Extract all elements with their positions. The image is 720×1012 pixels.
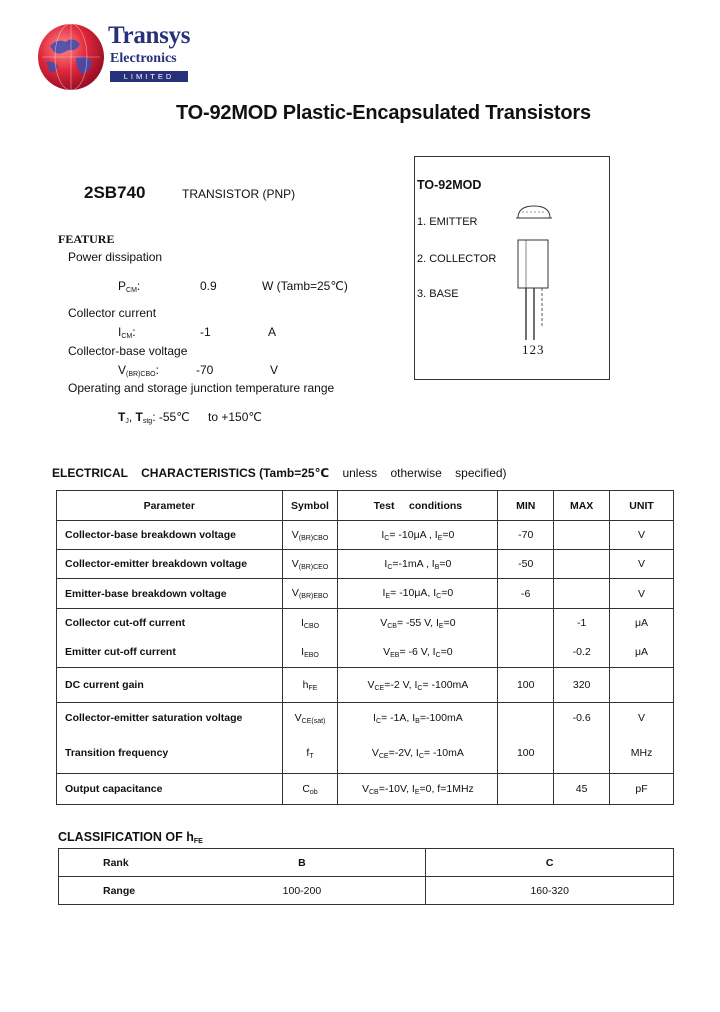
- header-parameter: Parameter: [57, 491, 283, 521]
- pin-base: 3. BASE: [417, 288, 459, 300]
- classification-table: [58, 848, 674, 905]
- header-symbol: Symbol: [282, 491, 338, 521]
- table-row: Range 100-200 160-320: [59, 877, 674, 905]
- header-unit: UNIT: [610, 491, 674, 521]
- power-label: Power dissipation: [68, 250, 163, 264]
- brand-tag: LIMITED: [110, 71, 188, 82]
- page-title: TO-92MOD Plastic-Encapsulated Transistors: [176, 102, 591, 124]
- table-header-row: [57, 491, 674, 521]
- classification-heading: CLASSIFICATION OF $h_{FE}$: [58, 830, 203, 845]
- package-outline-icon: [508, 200, 568, 350]
- package-title: TO-92MOD: [417, 178, 482, 192]
- icm-unit: A: [268, 325, 277, 339]
- brand-subtitle: Electronics: [110, 51, 177, 66]
- pin-numbers: 123: [522, 342, 545, 357]
- table-row: Collector-emitter breakdown voltage $V_{(BR)CEO}$ $I_C=-1mA$ , $I_B=0$ -50 V: [57, 550, 674, 579]
- vbr-symbol: $V_{(BR)CBO}$:: [118, 363, 159, 378]
- table-row-group: Collector-emitter saturation voltage Transition frequency $V_{CE(sat)}$ $f_T$ $I_C= -1A$, $I_B=-100mA$ $V_{CE}=-2V$, $I_C= -10mA$ 100 -0.6 V MHz: [57, 703, 674, 774]
- tj-symbol: $T_J$, $T_{stg}$: -55℃: [118, 410, 190, 425]
- pcm-unit: W (Tamb=25℃): [262, 279, 348, 293]
- table-row: Emitter-base breakdown voltage $V_{(BR)EBO}$ $I_E= -10\mu A$, $I_C=0$ -6 V: [57, 579, 674, 609]
- part-type: TRANSISTOR (PNP): [182, 187, 296, 201]
- temp-label: Operating and storage junction temperature range: [68, 381, 335, 395]
- header-max: MAX: [554, 491, 610, 521]
- voltage-label: Collector-base voltage: [68, 344, 188, 358]
- pin-emitter: 1. EMITTER: [417, 216, 478, 228]
- pin-collector: 2. COLLECTOR: [417, 253, 497, 265]
- pcm-value: 0.9: [200, 279, 217, 293]
- current-label: Collector current: [68, 306, 157, 320]
- header-min: MIN: [498, 491, 554, 521]
- table-row-group: Collector cut-off current Emitter cut-off current $I_{CBO}$ $I_{EBO}$ $V_{CB}= -55$ V, $I_E=0$ $V_{EB}= -6$ V, $I_C=0$ -1 -0.2 μA μA: [57, 609, 674, 668]
- pcm-symbol: $P_{CM}$:: [118, 279, 141, 294]
- feature-heading: FEATURE: [58, 232, 115, 246]
- brand-name: Transys: [108, 22, 191, 49]
- icm-symbol: $I_{CM}$:: [118, 325, 136, 340]
- icm-value: -1: [200, 325, 211, 339]
- characteristics-table: [56, 490, 674, 805]
- tj-range-to: to +150℃: [208, 410, 262, 424]
- table-row: DC current gain $h_{FE}$ $V_{CE}=-2$ V, $I_C= -100mA$ 100 320: [57, 668, 674, 703]
- header-conditions: Test conditions: [338, 491, 498, 521]
- ec-heading: ELECTRICAL CHARACTERISTICS (Tamb=25℃ unless otherwise specified): [52, 466, 507, 480]
- vbr-value: -70: [196, 363, 214, 377]
- table-row: Collector-base breakdown voltage $V_{(BR)CBO}$ $I_C= -10\mu A$ , $I_E=0$ -70 V: [57, 521, 674, 550]
- table-row: Output capacitance $C_{ob}$ $V_{CB}=-10V$, $I_E=0$, f=1MHz 45 pF: [57, 774, 674, 805]
- part-number: 2SB740: [84, 183, 146, 202]
- table-row: Rank B C: [59, 849, 674, 877]
- globe-logo-icon: [36, 22, 106, 92]
- vbr-unit: V: [270, 363, 279, 377]
